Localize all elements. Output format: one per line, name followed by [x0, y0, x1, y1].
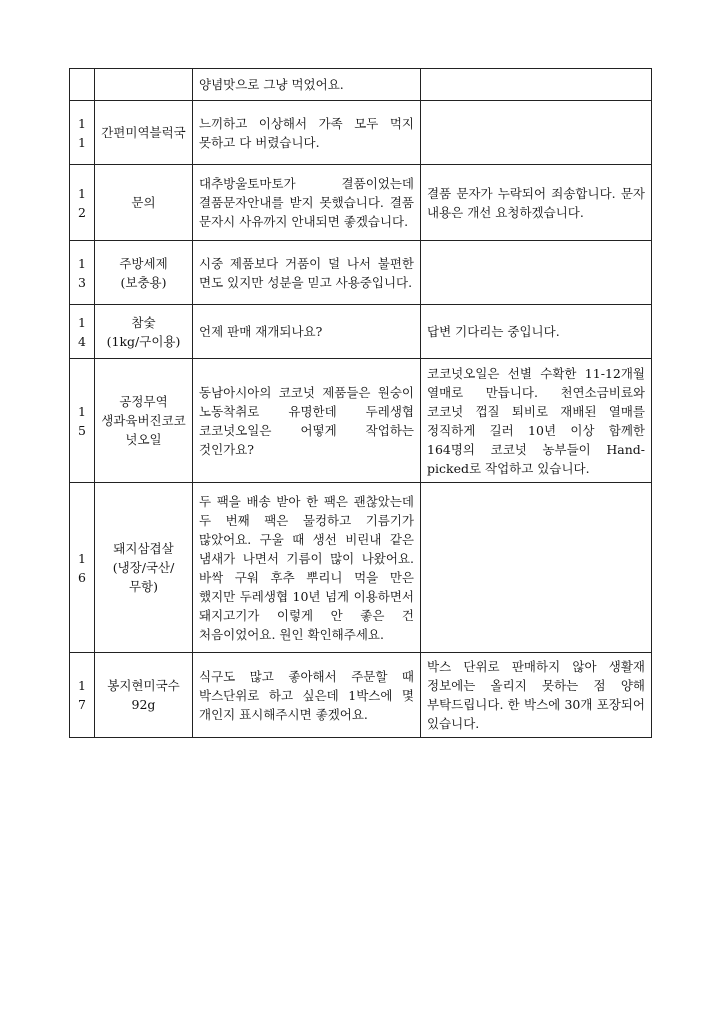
product-name: 봉지현미국수 92g [95, 653, 193, 738]
coop-answer: 답변 기다리는 중입니다. [421, 305, 652, 359]
member-comment: 언제 판매 재개되나요? [193, 305, 421, 359]
member-comment: 느끼하고 이상해서 가족 모두 먹지 못하고 다 버렸습니다. [193, 101, 421, 165]
table-row [70, 653, 652, 738]
row-number: 17 [70, 653, 95, 738]
table-row [70, 305, 652, 359]
row-number: 16 [70, 483, 95, 653]
table-row [70, 165, 652, 241]
table-row [70, 359, 652, 483]
product-name: 돼지삼겹살(냉장/국산/무항) [95, 483, 193, 653]
coop-answer: 박스 단위로 판매하지 않아 생활재 정보에는 올리지 못하는 점 양해 부탁드립니다. 한 박스에 30개 포장되어 있습니다. [421, 653, 652, 738]
member-comment: 식구도 많고 좋아해서 주문할 때 박스단위로 하고 싶은데 1박스에 몇 개인지 표시해주시면 좋겠어요. [193, 653, 421, 738]
row-number: 12 [70, 165, 95, 241]
coop-answer [421, 483, 652, 653]
row-number [70, 69, 95, 101]
coop-answer [421, 101, 652, 165]
coop-answer: 코코넛오일은 선별 수확한 11-12개월 열매로 만듭니다. 천연소금비료와 코코넛 껍질 퇴비로 재배된 열매를 정직하게 길러 10년 이상 함께한 164명의 코코넛 농부들이 Hand-picked로 작업하고 있습니다. [421, 359, 652, 483]
row-number: 13 [70, 241, 95, 305]
product-name: 참숯 (1kg/구이용) [95, 305, 193, 359]
table-row [70, 101, 652, 165]
member-comment: 시중 제품보다 거품이 덜 나서 불편한 면도 있지만 성분을 믿고 사용중입니다. [193, 241, 421, 305]
member-comment: 두 팩을 배송 받아 한 팩은 괜찮았는데 두 번째 팩은 물컹하고 기름기가 많았어요. 구울 때 생선 비린내 같은 냄새가 나면서 기름이 많이 나왔어요. 바싹 구워 후추 뿌리니 먹을 만은 했지만 두레생협 10년 넘게 이용하면서 돼지고기가 이렇게 안 좋은 건 처음이었어요. 원인 확인해주세요. [193, 483, 421, 653]
product-name: 주방세제 (보충용) [95, 241, 193, 305]
table-row [70, 241, 652, 305]
table-row [70, 483, 652, 653]
row-number: 11 [70, 101, 95, 165]
feedback-table [69, 68, 652, 738]
coop-answer [421, 69, 652, 101]
coop-answer [421, 241, 652, 305]
product-name: 공정무역 생과육버진코코넛오일 [95, 359, 193, 483]
member-comment: 양념맛으로 그냥 먹었어요. [193, 69, 421, 101]
member-comment: 동남아시아의 코코넛 제품들은 원숭이 노동착취로 유명한데 두레생협 코코넛오일은 어떻게 작업하는 것인가요? [193, 359, 421, 483]
member-comment: 대추방울토마토가 결품이었는데 결품문자안내를 받지 못했습니다. 결품 문자시 사유까지 안내되면 좋겠습니다. [193, 165, 421, 241]
product-name: 간편미역블럭국 [95, 101, 193, 165]
product-name: 문의 [95, 165, 193, 241]
product-name [95, 69, 193, 101]
row-number: 15 [70, 359, 95, 483]
row-number: 14 [70, 305, 95, 359]
table-row [70, 69, 652, 101]
coop-answer: 결품 문자가 누락되어 죄송합니다. 문자 내용은 개선 요청하겠습니다. [421, 165, 652, 241]
